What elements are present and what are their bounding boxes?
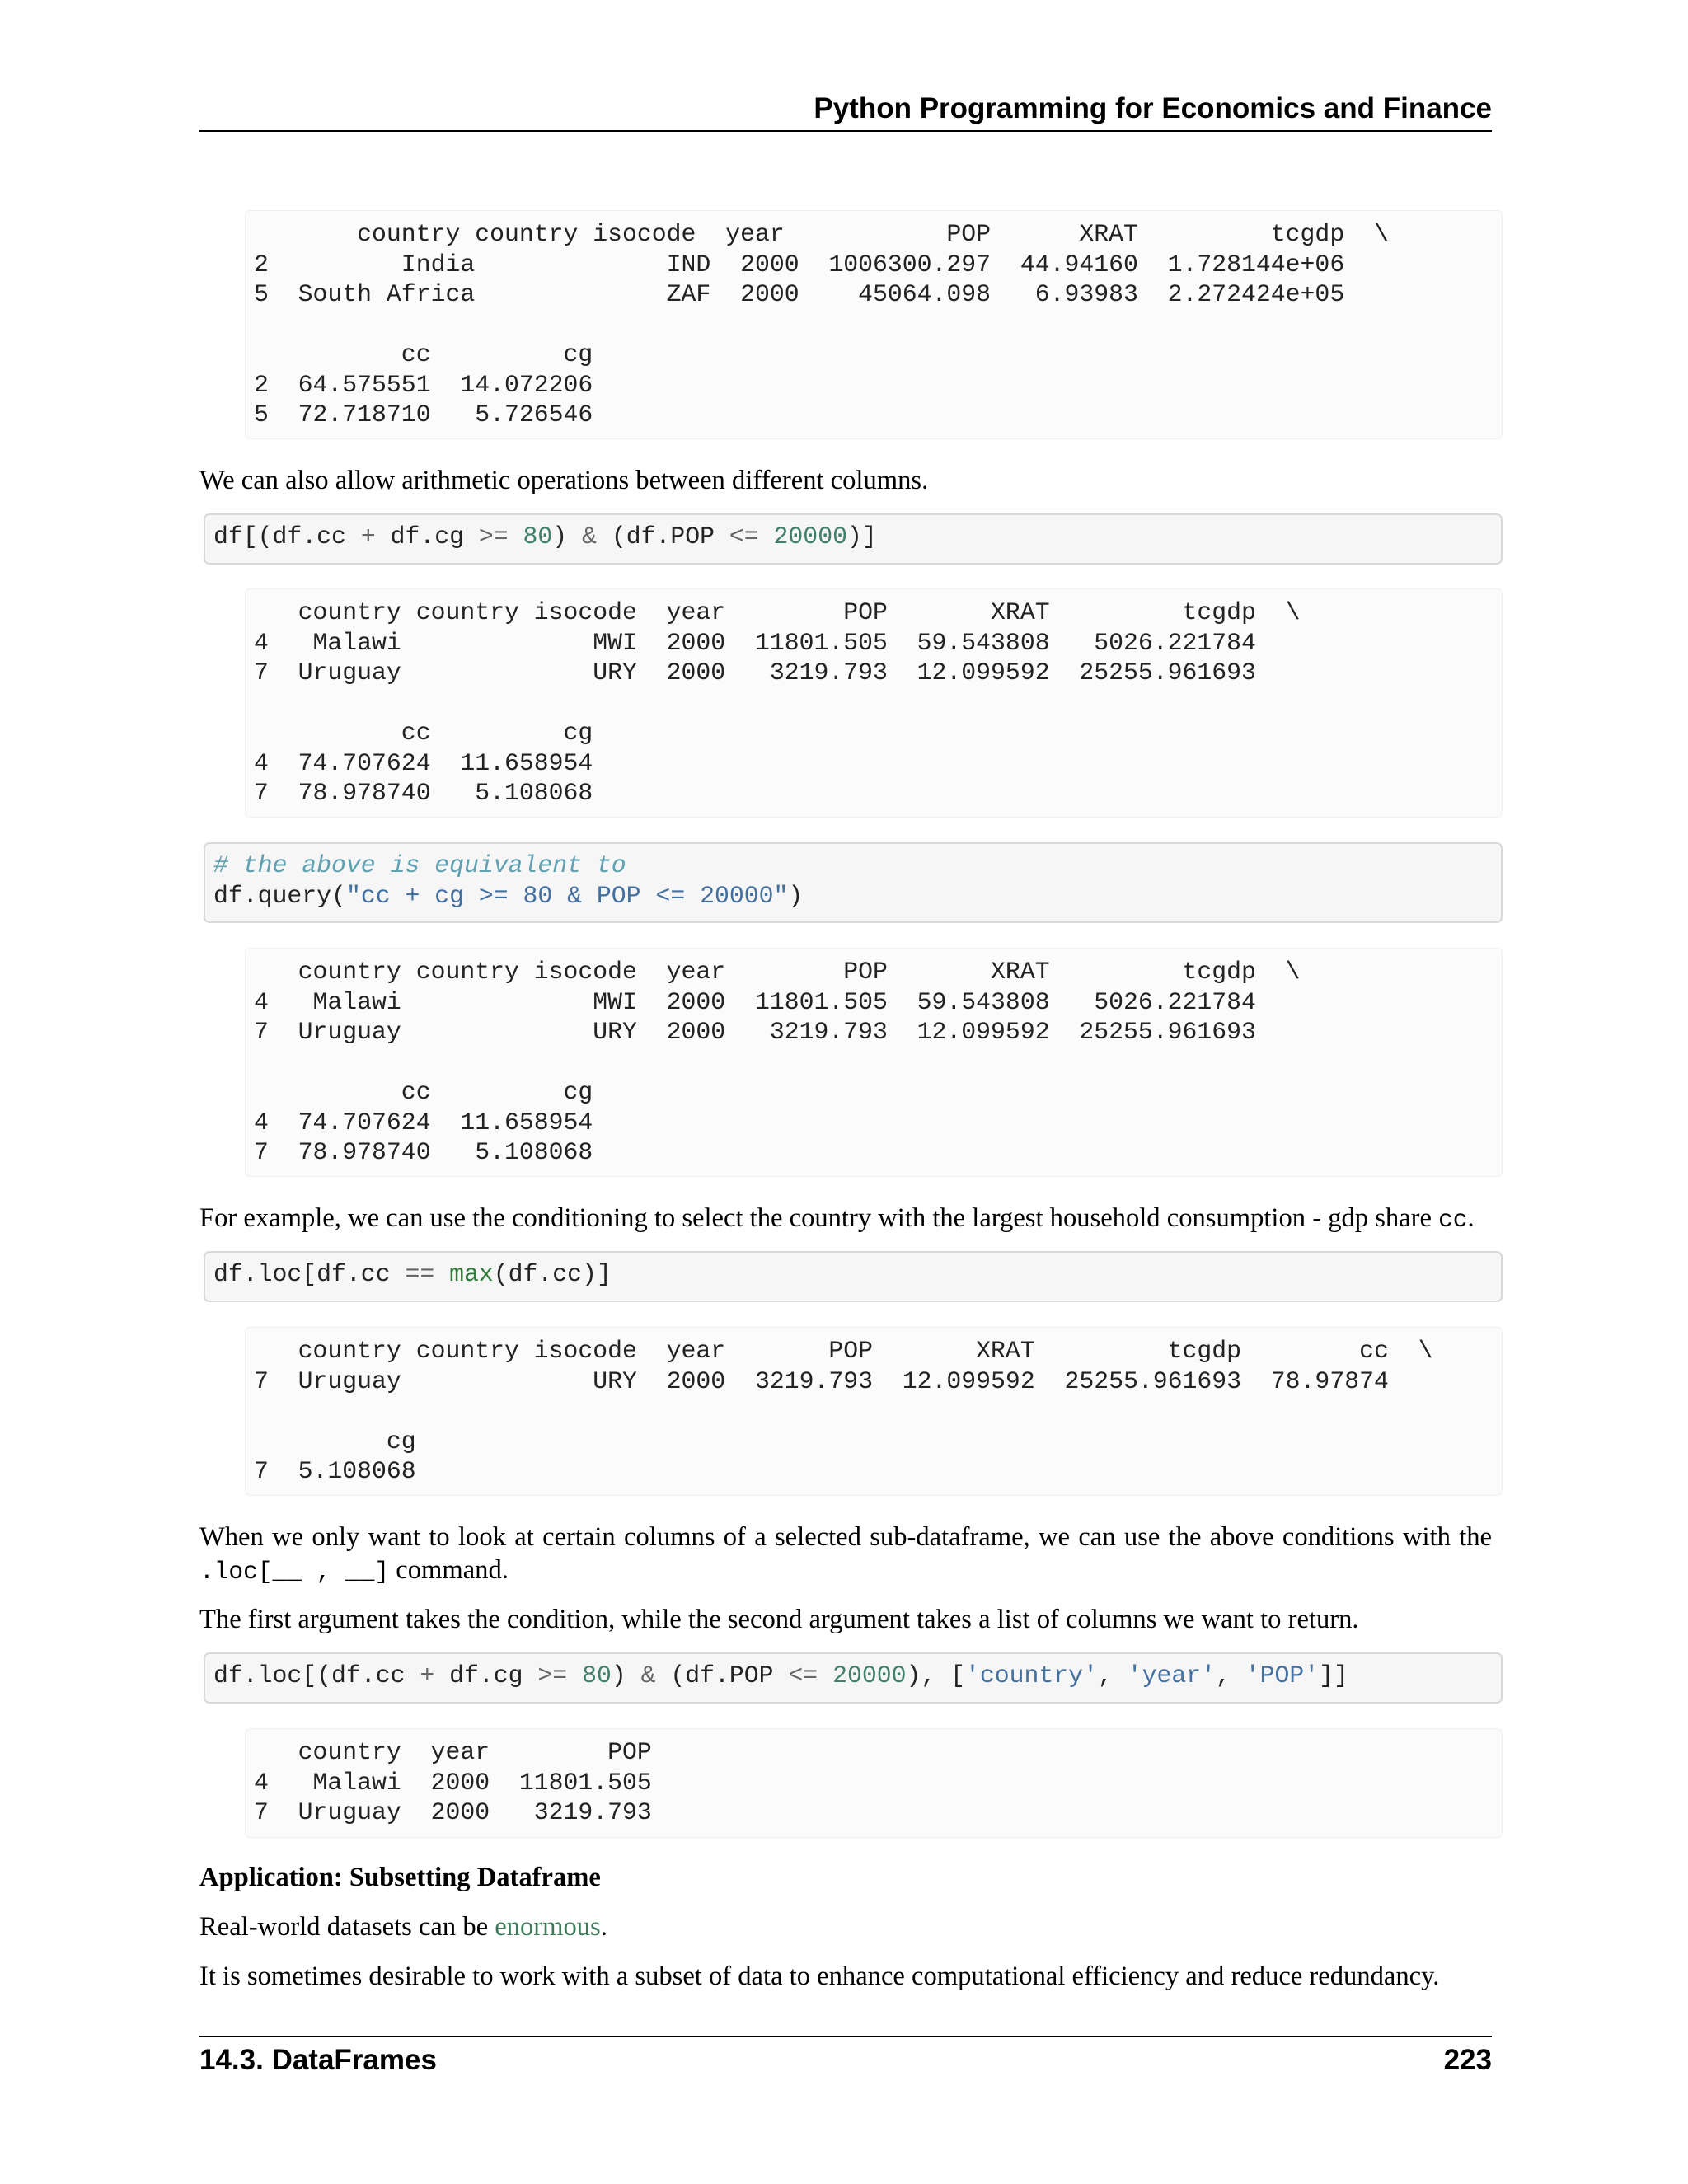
- output-block-5: [245, 1728, 1503, 1838]
- code-block-1: [204, 513, 1503, 565]
- footer-rule: [199, 2036, 1492, 2037]
- output-text: country country isocode year POP XRAT tcgdp \ 2 India IND 2000 1006300.297 44.94160 1.728144e+06 5 South Africa ZAF 2000 45064.098 6.93983 2.272424e+05 cc cg 2 64.575551 14.072206 5 72.718710 5.726546: [254, 220, 1389, 429]
- running-header: Python Programming for Economics and Finance: [814, 92, 1492, 124]
- output-text: country country isocode year POP XRAT tcgdp \ 4 Malawi MWI 2000 11801.505 59.543808 5026.221784 7 Uruguay URY 2000 3219.793 12.099592 25255.961693 cc cg 4 74.707624 11.658954 7 78.978740 5.108068: [254, 958, 1301, 1166]
- paragraph-subset: It is sometimes desirable to work with a subset of data to enhance computational efficiency and reduce redundancy.: [199, 1961, 1440, 1991]
- code-text: # the above is equivalent to df.query("cc + cg >= 80 & POP <= 20000"): [213, 851, 804, 910]
- code-block-4: [204, 1652, 1503, 1704]
- paragraph-largest-consumption: For example, we can use the conditioning to select the country with the largest household consumption - gdp share cc.: [199, 1203, 1475, 1234]
- subheading: Application: Subsetting Dataframe: [199, 1863, 601, 1892]
- code-text: df.loc[(df.cc + df.cg >= 80) & (df.POP <= 20000), ['country', 'year', 'POP']]: [213, 1661, 1348, 1690]
- output-block-4: [245, 1327, 1503, 1496]
- code-text: df[(df.cc + df.cg >= 80) & (df.POP <= 20000)]: [213, 523, 877, 551]
- output-block-1: [245, 210, 1503, 439]
- code-block-2: [204, 842, 1503, 923]
- header-rule: [199, 130, 1492, 132]
- enormous-link[interactable]: enormous: [495, 1912, 601, 1942]
- code-block-3: [204, 1251, 1503, 1302]
- output-block-3: [245, 948, 1503, 1177]
- output-text: country country isocode year POP XRAT tcgdp cc \ 7 Uruguay URY 2000 3219.793 12.099592 25255.961693 78.97874 cg 7 5.108068: [254, 1337, 1433, 1485]
- code-text: df.loc[df.cc == max(df.cc)]: [213, 1260, 612, 1288]
- page-number: 223: [1443, 2044, 1492, 2076]
- output-block-2: [245, 588, 1503, 818]
- paragraph-loc-command: When we only want to look at certain columns of a selected sub-dataframe, we can use the above conditions with the .loc[__ , __] command.: [199, 1522, 1492, 1586]
- paragraph-first-argument: The first argument takes the condition, while the second argument takes a list of columns we want to return.: [199, 1605, 1359, 1634]
- paragraph-real-world: Real-world datasets can be enormous.: [199, 1912, 607, 1942]
- output-text: country country isocode year POP XRAT tcgdp \ 4 Malawi MWI 2000 11801.505 59.543808 5026.221784 7 Uruguay URY 2000 3219.793 12.099592 25255.961693 cc cg 4 74.707624 11.658954 7 78.978740 5.108068: [254, 598, 1301, 807]
- output-text: country year POP 4 Malawi 2000 11801.505 7 Uruguay 2000 3219.793: [254, 1738, 652, 1826]
- footer-section: 14.3. DataFrames: [199, 2044, 437, 2076]
- paragraph-arithmetic: We can also allow arithmetic operations between different columns.: [199, 466, 929, 495]
